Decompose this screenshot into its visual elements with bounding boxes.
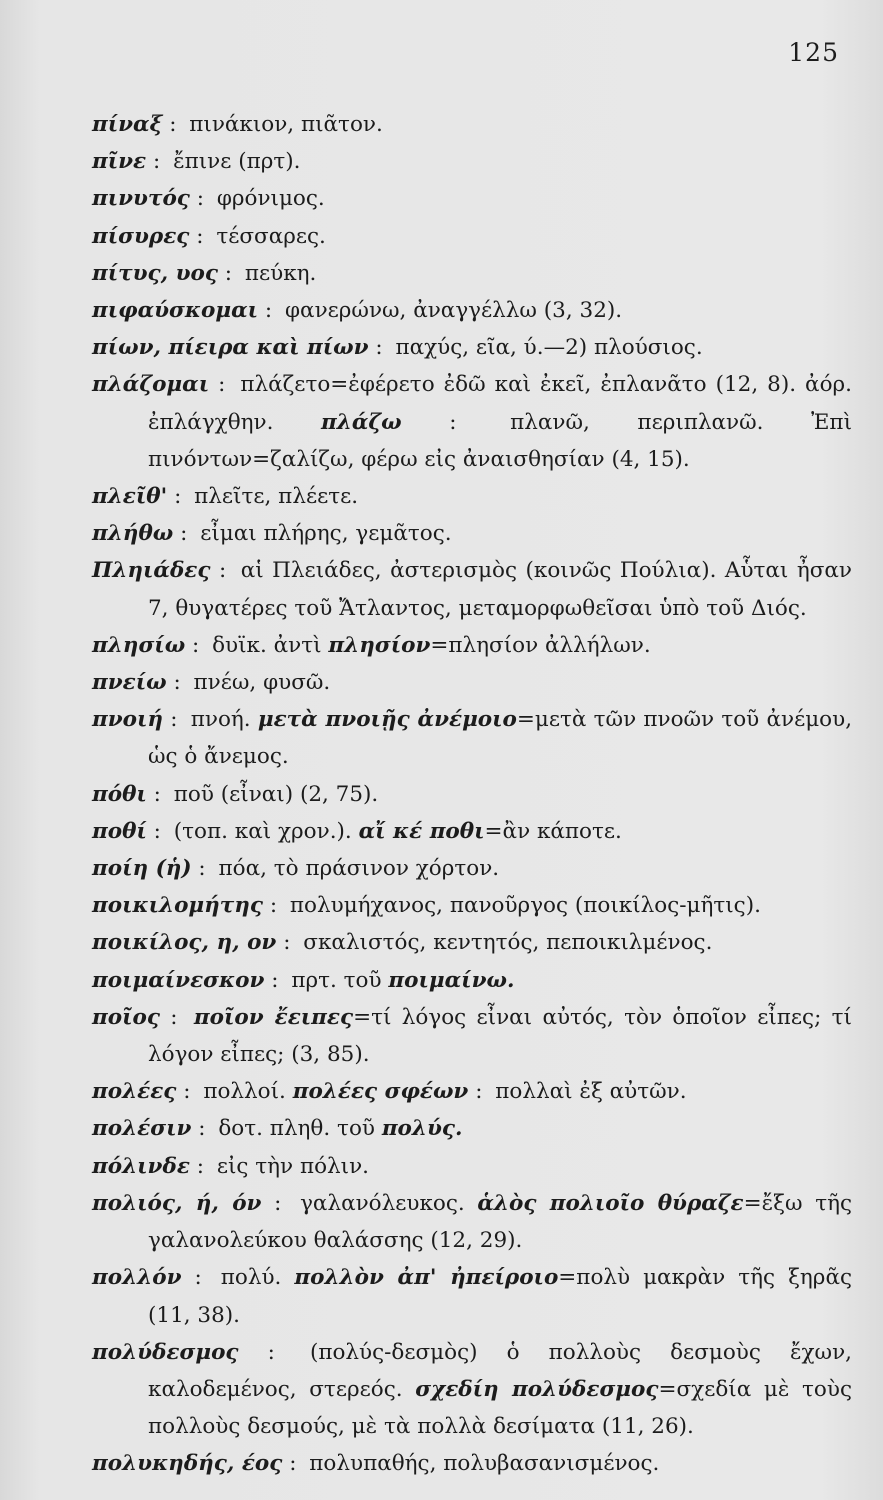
entry-phrase-definition: =ἂν κάποτε. — [484, 818, 622, 844]
entry-phrase-definition: =σχεδία μὲ τοὺς πολλοὺς δεσμούς, μὲ τὰ πολλὰ δεσίματα (11, 26). — [148, 1376, 852, 1440]
entry-headword: πολέες — [92, 1079, 177, 1105]
entry-headword: πιφαύσκομαι — [92, 298, 259, 324]
glossary-entry — [92, 255, 852, 292]
entry-phrase: σχεδίη πολύδεσμος — [415, 1376, 659, 1402]
entry-phrase-definition: πλανῶ, περιπλανῶ. Ἐπὶ πινόντων=ζαλίζω, φέρω εἰς ἀναισθησίαν (4, 15). — [148, 409, 852, 472]
glossary-entry — [92, 999, 852, 1073]
entry-definition: φρόνιμος. — [216, 186, 325, 212]
entry-separator: : — [192, 632, 200, 658]
entry-phrase: μετὰ πνοιῇς ἀνέμοιο — [257, 707, 517, 733]
entry-separator: : — [264, 298, 273, 324]
entry-separator: : — [196, 223, 204, 249]
entry-definition: (πολύς-δεσμὸς) ὁ πολλοὺς δεσμοὺς ἔχων, καλοδεμένος, στερεός. — [148, 1339, 852, 1402]
glossary-entry — [92, 776, 852, 813]
entry-headword: πίναξ — [92, 112, 163, 137]
entry-headword: πολυκηδής, έος — [92, 1451, 283, 1477]
entry-definition: ἔπινε (πρτ). — [173, 149, 301, 175]
glossary-entry — [92, 366, 852, 478]
entry-separator: : — [218, 558, 227, 584]
entry-definition: δυϊκ. ἀντὶ — [212, 632, 322, 658]
entry-separator: : — [198, 856, 206, 882]
entry-headword: πινυτός — [92, 186, 190, 212]
entry-phrase: πολλὸν ἀπ' ἠπείροιο — [294, 1265, 559, 1291]
glossary-entry — [92, 887, 852, 924]
entry-separator: : — [196, 1153, 204, 1179]
entry-separator: : — [170, 707, 178, 733]
entry-headword: πλήθω — [92, 521, 174, 547]
entry-definition: πρτ. τοῦ — [291, 967, 382, 993]
entry-separator: : — [271, 967, 279, 993]
entry-separator: : — [173, 670, 181, 696]
entry-definition: πνέω, φυσῶ. — [193, 670, 331, 696]
entry-definition: πεύκη. — [244, 260, 317, 286]
glossary-entry — [92, 962, 852, 999]
entry-separator: : — [194, 1265, 202, 1291]
entry-headword: πλάζομαι — [92, 372, 210, 398]
glossary-entry — [92, 180, 852, 217]
glossary-entry — [92, 850, 852, 887]
glossary-entry — [92, 924, 852, 961]
glossary-entry — [92, 106, 852, 143]
entry-definition: παχύς, εῖα, ύ.—2) πλούσιος. — [395, 335, 703, 361]
entry-headword: ποῖος — [92, 1004, 160, 1030]
entry-definition: γαλανόλευκος. — [300, 1190, 465, 1216]
entry-separator: : — [449, 409, 457, 435]
entry-separator: : — [475, 1079, 483, 1105]
glossary-entry — [92, 1148, 852, 1185]
entry-definition: σκαλιστός, κεντητός, πεποικιλμένος. — [303, 930, 713, 956]
glossary-entry — [92, 664, 852, 701]
entry-phrase: πλάζω — [321, 409, 402, 435]
entry-headword: πνείω — [92, 670, 167, 696]
entry-headword: ποικιλομήτης — [92, 893, 263, 919]
entry-definition: εἰς τὴν πόλιν. — [216, 1153, 369, 1179]
glossary-entry — [92, 627, 852, 664]
entry-phrase: πλησίον — [328, 632, 431, 658]
entry-separator: : — [174, 484, 182, 510]
entry-headword: πίτυς, υος — [92, 260, 218, 286]
entry-definition: εἶμαι πλήρης, γεμᾶτος. — [200, 521, 452, 547]
page-number: 125 — [788, 38, 839, 67]
entry-headword: πολύδεσμος — [92, 1339, 239, 1365]
entry-phrase: ἁλὸς πολιοῖο θύραζε — [477, 1190, 744, 1216]
entry-separator: : — [169, 112, 177, 137]
entry-headword: πολέσιν — [92, 1116, 192, 1142]
entry-definition: (τοπ. καὶ χρον.). — [173, 818, 352, 844]
entry-separator: : — [283, 930, 291, 956]
glossary-entries — [92, 106, 852, 1483]
glossary-entry — [92, 292, 852, 329]
entry-separator: : — [196, 186, 204, 212]
entry-separator: : — [170, 1004, 178, 1030]
entry-phrase: ποῖον ἔειπες — [193, 1004, 354, 1030]
glossary-entry — [92, 1185, 852, 1259]
entry-headword: πόθι — [92, 781, 147, 807]
entry-separator: : — [180, 521, 188, 547]
entry-phrase-definition: =πολὺ μακρὰν τῆς ξηρᾶς (11, 38). — [148, 1265, 852, 1328]
entry-definition: πολλοί. — [203, 1079, 286, 1105]
entry-phrase: αἴ κέ ποθι — [358, 818, 485, 844]
entry-headword: ποιμαίνεσκον — [92, 967, 265, 993]
entry-phrase: πολέες σφέων — [292, 1079, 469, 1105]
entry-phrase-definition: πολλαὶ ἐξ αὐτῶν. — [495, 1079, 687, 1105]
glossary-entry — [92, 1445, 852, 1482]
entry-phrase-definition: =τί λόγος εἶναι αὐτός, τὸν ὁποῖον εἶπες; τί λόγον εἶπες; (3, 85). — [148, 1004, 852, 1068]
entry-separator: : — [375, 335, 383, 361]
entry-headword: ποικίλος, η, ον — [92, 930, 277, 956]
entry-separator: : — [183, 1079, 191, 1105]
entry-separator: : — [267, 1339, 275, 1365]
entry-phrase-definition: =μετὰ τῶν πνοῶν τοῦ ἀνέμου, ὡς ὁ ἄνεμος. — [148, 707, 853, 770]
entry-headword: πλεῖθ' — [92, 484, 168, 510]
entry-headword: πίσυρες — [92, 223, 190, 249]
glossary-entry — [92, 1073, 852, 1110]
entry-definition: πόα, τὸ πράσινον χόρτον. — [218, 856, 500, 882]
entry-headword: ποθί — [92, 818, 147, 844]
entry-definition: πνοή. — [190, 707, 251, 733]
entry-definition: πλεῖτε, πλέετε. — [194, 484, 359, 510]
entry-headword: πίων, πίειρα καὶ πίων — [92, 335, 369, 361]
entry-phrase-definition: =ἔξω τῆς γαλανολεύκου θαλάσσης (12, 29). — [148, 1190, 853, 1254]
entry-definition: φανερώνω, ἀναγγέλλω (3, 32). — [285, 298, 623, 324]
entry-definition: αἱ Πλειάδες, ἀστερισμὸς (κοινῶς Πούλια). Αὗται ἦσαν 7, θυγατέρες τοῦ Ἄτλαντος, μεταμορφωθεῖσαι ὑπὸ τοῦ Διός. — [148, 558, 852, 621]
entry-separator: : — [198, 1116, 206, 1142]
entry-headword: πῖνε — [92, 149, 147, 175]
entry-headword: πολλόν — [92, 1265, 182, 1291]
glossary-entry — [92, 143, 852, 180]
entry-definition: τέσσαρες. — [216, 223, 326, 249]
glossary-entry — [92, 1259, 852, 1333]
glossary-entry — [92, 1334, 852, 1446]
entry-headword: ποίη (ἡ) — [92, 856, 192, 882]
entry-separator: : — [224, 260, 233, 286]
glossary-entry — [92, 329, 852, 366]
entry-definition: πολύ. — [220, 1265, 282, 1291]
glossary-entry — [92, 478, 852, 515]
glossary-entry — [92, 552, 852, 626]
glossary-entry — [92, 1110, 852, 1147]
entry-definition: δοτ. πληθ. τοῦ — [218, 1116, 375, 1142]
entry-definition: ποῦ (εἶναι) (2, 75). — [173, 781, 379, 807]
entry-definition: πολυπαθής, πολυβασανισμένος. — [309, 1451, 660, 1477]
entry-definition: πολυμήχανος, πανοῦργος (ποικίλος-μῆτις). — [289, 893, 761, 919]
entry-phrase: πολύς. — [381, 1116, 463, 1142]
glossary-entry — [92, 515, 852, 552]
entry-separator: : — [153, 818, 161, 844]
entry-separator: : — [289, 1451, 297, 1477]
entry-headword: Πληιάδες — [92, 558, 211, 584]
entry-definition: πλάζετο=ἐφέρετο ἐδῶ καὶ ἐκεῖ, ἐπλανᾶτο (12, 8). ἀόρ. ἐπλάγχθην. — [148, 372, 852, 435]
entry-separator: : — [153, 781, 161, 807]
entry-headword: πόλινδε — [92, 1153, 190, 1179]
entry-separator: : — [218, 372, 226, 398]
glossary-entry — [92, 218, 852, 255]
entry-separator: : — [274, 1190, 282, 1216]
entry-headword: πνοιή — [92, 707, 164, 733]
entry-phrase: ποιμαίνω. — [388, 967, 515, 993]
entry-headword: πολιός, ή, όν — [92, 1190, 262, 1216]
entry-separator: : — [269, 893, 278, 919]
entry-headword: πλησίω — [92, 632, 186, 658]
glossary-entry — [92, 813, 852, 850]
entry-separator: : — [152, 149, 161, 175]
glossary-entry — [92, 701, 852, 775]
entry-phrase-definition: =πλησίον ἀλλήλων. — [430, 632, 651, 658]
entry-definition: πινάκιον, πιᾶτον. — [189, 112, 383, 137]
